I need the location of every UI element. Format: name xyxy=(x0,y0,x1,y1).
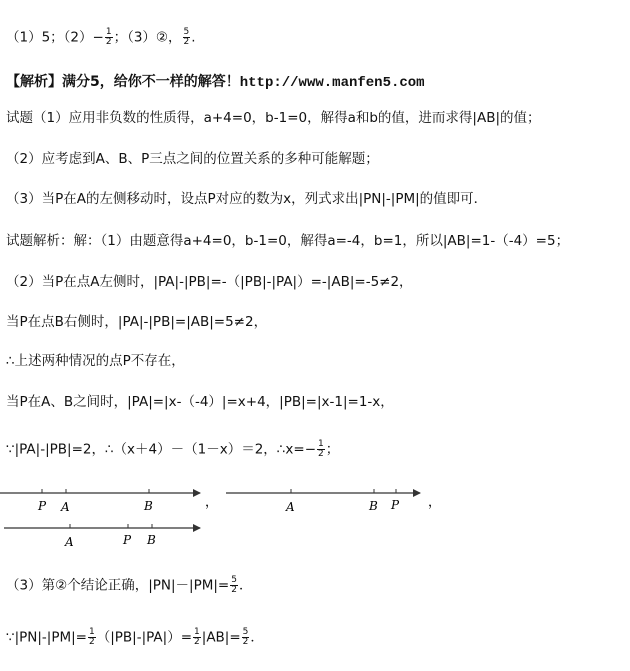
half-fraction-2: $\frac{1}{2}$ xyxy=(194,627,200,647)
result-fraction: $\frac{5}{2}$ xyxy=(231,575,237,595)
solution-line-4: ∴上述两种情况的点P不存在， xyxy=(6,353,185,369)
point-label: A xyxy=(65,535,74,549)
number-line-3 xyxy=(4,524,200,549)
answer-end: . xyxy=(191,29,196,46)
point-label: B xyxy=(369,499,378,513)
point-label: P xyxy=(123,533,132,547)
analysis-brand: 满分5，给你不一样的解答！ xyxy=(62,74,240,90)
solution-line-6: ∵|PA|-|PB|=2，∴（x＋4）－（1－x）＝2，∴x=− $\frac{1}{2}$ ； xyxy=(6,439,340,459)
number-line-2 xyxy=(226,489,420,514)
solution-line-8: ∵|PN|-|PM|= $\frac{1}{2}$ （|PB|-|PA|）= $\frac{1}{2}$ |AB|= $\frac{5}{2}$ ． xyxy=(6,627,264,647)
solution-line-1: 试题解析：解：（1）由题意得a+4=0，b-1=0，解得a=-4，b=1，所以|AB|=1-（-4）=5； xyxy=(6,233,570,249)
answer-mid: ；（3）②， xyxy=(113,29,182,46)
analysis-line-2: （2）应考虑到A、B、P三点之间的位置关系的多种可能解题； xyxy=(6,151,379,167)
separator: ， xyxy=(205,495,219,510)
answer-fraction-2: $\frac{5}{2}$ xyxy=(183,27,190,47)
answer-line xyxy=(6,28,196,47)
solution-line-3: 当P在点B右侧时，|PA|-|PB|=|AB|=5≠2， xyxy=(6,314,268,330)
point-label: B xyxy=(144,499,153,513)
analysis-line-3: （3）当P在A的左侧移动时，设点P对应的数为x，列式求出|PN|-|PM|的值即可． xyxy=(6,191,488,207)
separator: ， xyxy=(428,495,442,510)
half-fraction-1: $\frac{1}{2}$ xyxy=(89,627,95,647)
solution-line-2: （2）当P在点A左侧时，|PA|-|PB|=-（|PB|-|PA|）=-|AB|=-5≠2， xyxy=(6,274,413,290)
solution-line-5: 当P在A、B之间时，|PA|=|x-（-4）|=x+4，|PB|=|x-1|=1-x， xyxy=(6,394,394,410)
analysis-header xyxy=(6,73,425,92)
point-label: B xyxy=(147,533,156,547)
final-fraction: $\frac{5}{2}$ xyxy=(242,627,249,647)
analysis-tag: 【解析】 xyxy=(6,74,62,90)
point-label: P xyxy=(391,498,400,512)
point-label: P xyxy=(38,499,47,513)
number-line-1 xyxy=(0,489,200,514)
answer-fraction-1: $\frac{1}{2}$ xyxy=(105,27,112,47)
point-label: A xyxy=(286,500,295,514)
analysis-url: http://www.manfen5.com xyxy=(239,75,425,91)
number-line-diagrams xyxy=(0,478,630,568)
answer-neg: − xyxy=(92,29,104,46)
answer-prefix: （1）5；（2） xyxy=(6,29,93,46)
solution-line-7: （3）第②个结论正确，|PN|－|PM|= $\frac{5}{2}$ ． xyxy=(6,575,253,595)
analysis-line-1: 试题（1）应用非负数的性质得，a+4=0，b-1=0，解得a和b的值，进而求得|AB|的值； xyxy=(6,110,541,126)
point-label: A xyxy=(61,500,70,514)
x-value-fraction: $\frac{1}{2}$ xyxy=(318,439,324,459)
